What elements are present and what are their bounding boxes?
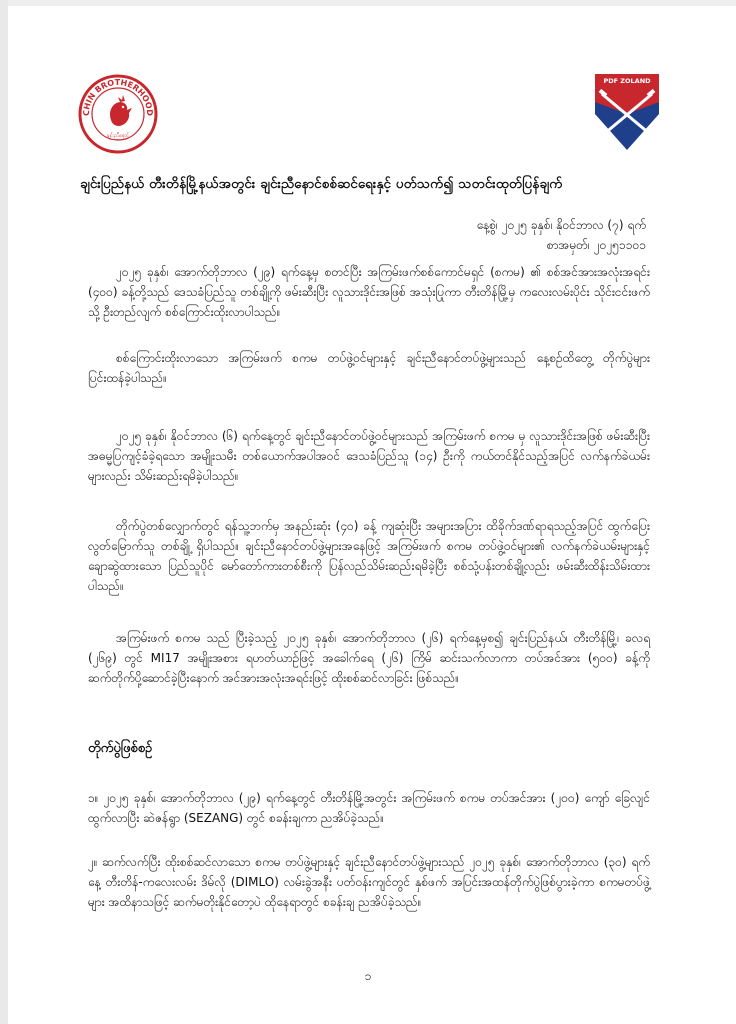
list-item-1: ၁။ ၂၀၂၅ ခုနှစ်၊ အောက်တိုဘာလ (၂၉) ရက်နေ့တွင် တီးတိန်မြို့အတွင်း အကြမ်းဖက် စကမ တပ်အင်အား (၂၀၀) ကျော် ခြေလျင်ထွက်လာပြီး ဆဲဇန်ရွာ (SEZANG) တွင် စခန်းချကာ ညအိပ်ခဲ့သည်။ bbox=[88, 791, 650, 825]
logo-right-text: PDF ZOLAND bbox=[603, 77, 651, 85]
document-meta bbox=[477, 215, 646, 255]
date-line: နေ့စွဲ၊ ၂၀၂၅ ခုနှစ်၊ နိုဝင်ဘာလ (၇) ရက် bbox=[476, 218, 646, 232]
section-heading: တိုက်ပွဲဖြစ်စဉ် bbox=[88, 741, 153, 756]
chin-brotherhood-logo bbox=[78, 74, 158, 154]
page-edge-left bbox=[0, 0, 8, 1024]
pdf-zoland-logo bbox=[592, 72, 662, 152]
document-title: ချင်းပြည်နယ် တီးတိန်မြို့နယ်အတွင်း ချင်းညီနောင်စစ်ဆင်ရေးနှင့် ပတ်သက်၍ သတင်းထုတ်ပြန်ချက် bbox=[80, 176, 563, 192]
page-edge-top bbox=[0, 0, 736, 6]
paragraph-4: တိုက်ပွဲတစ်လျှောက်တွင် ရန်သူ့ဘက်မှ အနည်းဆုံး (၄၀) ခန့် ကျဆုံးပြီး အများအပြား ထိခိုက်ဒဏ်ရာရသည့်အပြင် ထွက်ပြေးလွတ်မြောက်သူ တစ်ချို့ ရှိပါသည်။ ချင်းညီနောင်တပ်ဖွဲ့များအနေဖြင့် အကြမ်းဖက် စကမ တပ်ဖွဲ့ဝင်များ၏ လက်နက်ခဲယမ်းများနှင့် ချောဆွဲထားသော ပြည်သူပိုင် မော်တော်ကားတစ်စီးကို ပြန်လည်သိမ်းဆည်းရမိခဲ့ပြီး စစ်သုံ့ပန်းတစ်ချို့လည်း ဖမ်းဆီးထိန်းသိမ်းထားပါသည်။ bbox=[88, 519, 650, 593]
paragraph-1: ၂၀၂၅ ခုနှစ်၊ အောက်တိုဘာလ (၂၉) ရက်နေ့မှ စတင်ပြီး အကြမ်းဖက်စစ်ကောင်မရှင် (စကမ) ၏ စစ်အင်အားအလုံးအရင်း (၄၀၀) ခန့်တို့သည် ဒေသခံပြည်သူ တစ်ချို့ကို ဖမ်းဆီးပြီး လူသားဒိုင်းအဖြစ် အသုံးပြုကာ တီးတိန်မြို့မှ ကလေးလမ်းပိုင်း သိုင်းငင်းဖက်သို့ ဦးတည်လျက် စစ်ကြောင်းထိုးလာပါသည်။ bbox=[88, 265, 650, 319]
list-item-2: ၂။ ဆက်လက်ပြီး ထိုးစစ်ဆင်လာသော စကမ တပ်ဖွဲ့များနှင့် ချင်းညီနောင်တပ်ဖွဲ့များသည် ၂၀၂၅ ခုနှစ်၊ အောက်တိုဘာလ (၃၀) ရက်နေ့ တီးတိန်-ကလေးလမ်း ဒိမ်လို (DIMLO) လမ်းခွဲအနီး ပတ်ဝန်းကျင်တွင် နှစ်ဖက် အပြင်းအထန်တိုက်ပွဲဖြစ်ပွားခဲ့ကာ စကမတပ်ဖွဲ့များ အထိနာသဖြင့် ဆက်မတိုးနိုင်တော့ပဲ ထိုနေရာတွင် စခန်းချ ညအိပ်ခဲ့သည်။ bbox=[88, 855, 650, 909]
paragraph-5: အကြမ်းဖက် စကမ သည် ပြီးခဲ့သည့် ၂၀၂၅ ခုနှစ်၊ အောက်တိုဘာလ (၂၆) ရက်နေ့မှစ၍ ချင်းပြည်နယ်၊ တီးတိန်မြို့၊ ခလရ (၂၆၉) တွင် MI17 အမျိုးအစား ရဟတ်ယာဉ်ဖြင့် အခေါက်ရေ (၂၆) ကြိမ် ဆင်းသက်လာကာ တပ်အင်အား (၅၀၀) ခန့်ကို ဆက်တိုက်ပို့ဆောင်ခဲ့ပြီးနောက် အင်အားအလုံးအရင်းဖြင့် ထိုးစစ်ဆင်လာခြင်း ဖြစ်သည်။ bbox=[88, 631, 650, 685]
logo-left-sub-text: ချင်းညီနောင် bbox=[106, 133, 130, 139]
paragraph-3: ၂၀၂၅ ခုနှစ်၊ နိုဝင်ဘာလ (၆) ရက်နေ့တွင် ချင်းညီနောင်တပ်ဖွဲ့ဝင်များသည် အကြမ်းဖက် စကမ မှ လူသားဒိုင်းအဖြစ် ဖမ်းဆီးပြီး အဓမ္မပြကျင့်ခံခဲ့ရသော အမျိုးသမီး တစ်ယောက်အပါအဝင် ဒေသခံပြည်သူ (၁၄) ဦးကို ကယ်တင်နိုင်သည့်အပြင် လက်နက်ခဲယမ်းများလည်း သိမ်းဆည်းရမိခဲ့ပါသည်။ bbox=[88, 429, 650, 483]
paragraph-2: စစ်ကြောင်းထိုးလာသော အကြမ်းဖက် စကမ တပ်ဖွဲ့ဝင်များနှင့် ချင်းညီနောင်တပ်ဖွဲ့များသည် နေ့စဉ်ထိတွေ့ တိုက်ပွဲများ ပြင်းထန်ခဲ့ပါသည်။ bbox=[88, 351, 650, 385]
reference-number: စာအမှတ်၊ ၂၀၂၅၁၁၀၁ bbox=[546, 238, 646, 252]
page-number: ၁ bbox=[364, 969, 372, 983]
logo-left-arc-text: CHIN BROTHERHOOD bbox=[81, 77, 155, 117]
